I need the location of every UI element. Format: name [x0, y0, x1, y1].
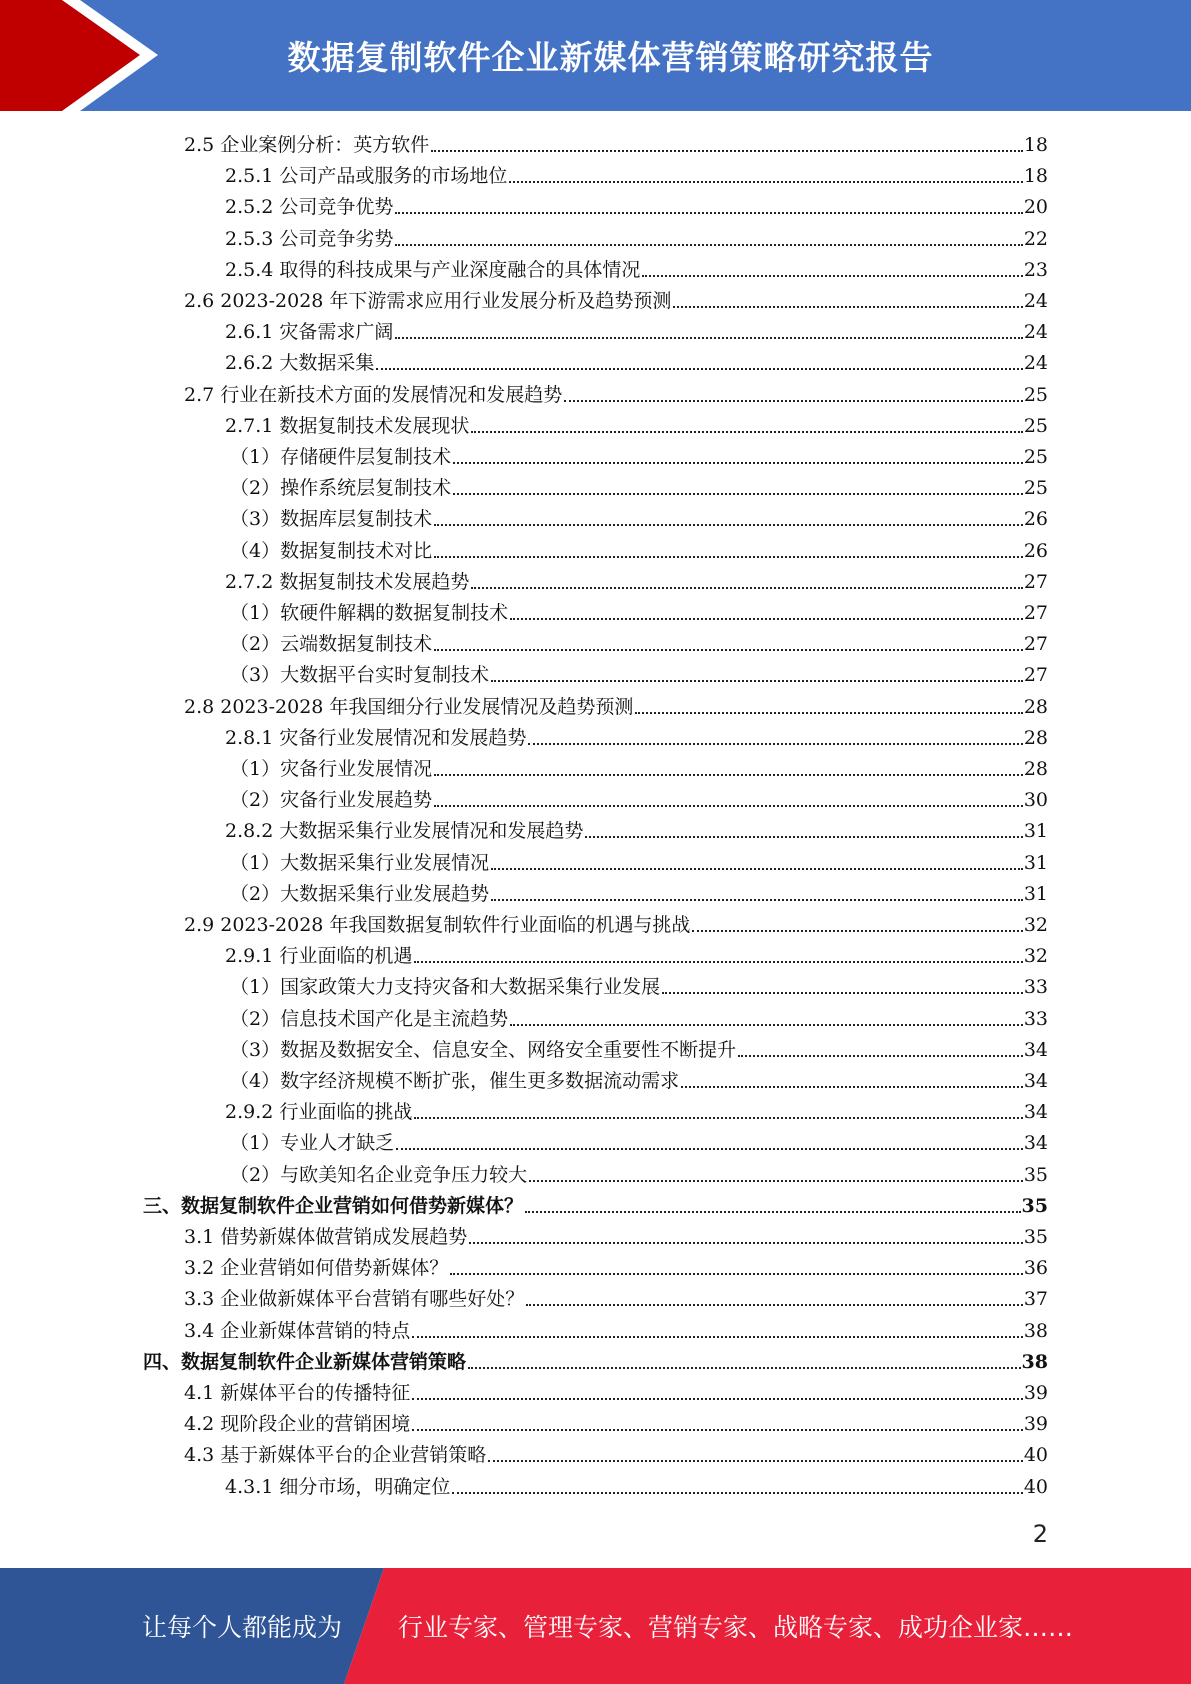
toc-entry-title: 2.5.4 取得的科技成果与产业深度融合的具体情况 — [225, 258, 641, 281]
toc-entry-title: 4.3.1 细分市场，明确定位 — [225, 1475, 451, 1498]
toc-entry[interactable] — [184, 1405, 1048, 1436]
toc-entry[interactable] — [230, 844, 1048, 875]
toc-entry[interactable] — [230, 438, 1048, 469]
toc-entry[interactable] — [230, 875, 1048, 906]
toc-entry[interactable] — [184, 1249, 1048, 1280]
toc-dot-leader — [526, 1303, 1023, 1306]
toc-entry-page: 34 — [1023, 1070, 1048, 1092]
toc-entry[interactable] — [230, 1156, 1048, 1187]
toc-entry-title: 3.3 企业做新媒体平台营销有哪些好处？ — [184, 1288, 525, 1311]
toc-dot-leader — [491, 867, 1023, 870]
toc-entry-title: （2）与欧美知名企业竞争压力较大 — [230, 1163, 528, 1186]
toc-entry-page: 27 — [1023, 602, 1048, 624]
toc-entry[interactable] — [225, 1468, 1048, 1499]
toc-entry-page: 33 — [1023, 976, 1048, 999]
toc-entry-page: 26 — [1023, 508, 1048, 531]
toc-entry-title: 3.1 借势新媒体做营销成发展趋势 — [184, 1226, 468, 1248]
toc-entry-page: 27 — [1023, 570, 1048, 593]
toc-entry-title: （1）大数据采集行业发展情况 — [230, 851, 490, 874]
toc-entry-page: 35 — [1021, 1194, 1048, 1217]
toc-dot-leader — [450, 1272, 1023, 1275]
toc-dot-leader — [510, 617, 1023, 620]
toc-entry[interactable] — [230, 781, 1048, 812]
toc-entry-page: 25 — [1023, 383, 1048, 406]
toc-dot-leader — [434, 523, 1023, 526]
toc-entry-title: 2.5.3 公司竞争劣势 — [225, 227, 394, 250]
toc-entry-title: 4.3 基于新媒体平台的企业营销策略 — [184, 1444, 487, 1467]
toc-entry-title: （3）大数据平台实时复制技术 — [230, 664, 490, 687]
toc-entry[interactable] — [225, 563, 1048, 594]
toc-entry[interactable] — [184, 1374, 1048, 1405]
toc-dot-leader — [673, 305, 1022, 308]
toc-dot-leader — [471, 430, 1022, 433]
toc-entry-page: 32 — [1023, 914, 1048, 936]
toc-entry-title: （1）软硬件解耦的数据复制技术 — [230, 602, 509, 624]
toc-dot-leader — [412, 1428, 1023, 1431]
toc-entry-page: 40 — [1023, 1475, 1048, 1498]
toc-entry[interactable] — [230, 469, 1048, 500]
toc-dot-leader — [412, 1335, 1023, 1338]
toc-entry[interactable] — [230, 594, 1048, 625]
toc-entry-page: 33 — [1023, 1007, 1048, 1030]
toc-dot-leader — [453, 461, 1023, 464]
toc-dot-leader — [452, 1491, 1022, 1494]
toc-dot-leader — [692, 929, 1022, 932]
toc-dot-leader — [434, 804, 1023, 807]
toc-entry-title: 4.1 新媒体平台的传播特征 — [184, 1382, 411, 1404]
toc-dot-leader — [395, 211, 1022, 214]
toc-entry[interactable] — [184, 1218, 1048, 1249]
toc-entry-title: 2.7.2 数据复制技术发展趋势 — [225, 570, 470, 593]
toc-entry-title: （2）信息技术国产化是主流趋势 — [230, 1007, 509, 1030]
toc-entry-page: 38 — [1023, 1319, 1048, 1342]
toc-entry-page: 26 — [1023, 539, 1048, 562]
toc-entry-page: 23 — [1023, 258, 1048, 281]
toc-entry-page: 39 — [1023, 1382, 1048, 1404]
toc-dot-leader — [510, 1023, 1023, 1026]
page-header — [0, 0, 1191, 111]
toc-entry-title: （1）存储硬件层复制技术 — [230, 446, 452, 468]
toc-dot-leader — [564, 399, 1023, 402]
toc-entry-title: 2.8 2023-2028 年我国细分行业发展情况及趋势预测 — [184, 695, 634, 718]
toc-dot-leader — [396, 1147, 1023, 1150]
toc-dot-leader — [491, 898, 1023, 901]
toc-entry-title: （1）专业人才缺乏 — [230, 1132, 395, 1155]
toc-dot-leader — [642, 274, 1022, 277]
toc-entry[interactable] — [184, 1436, 1048, 1467]
report-title: 数据复制软件企业新媒体营销策略研究报告 — [287, 38, 934, 77]
toc-entry-title: （2）大数据采集行业发展趋势 — [230, 882, 490, 905]
toc-entry-page: 27 — [1023, 664, 1048, 687]
toc-entry-page: 37 — [1023, 1288, 1048, 1311]
toc-entry-title: （4）数字经济规模不断扩张，催生更多数据流动需求 — [230, 1070, 680, 1092]
toc-entry-page: 30 — [1023, 789, 1048, 812]
toc-dot-leader — [525, 1210, 1021, 1213]
toc-entry-page: 28 — [1023, 695, 1048, 718]
toc-entry-title: （2）操作系统层复制技术 — [230, 477, 452, 500]
toc-entry-page: 25 — [1023, 414, 1048, 437]
toc-entry[interactable] — [225, 937, 1048, 968]
toc-entry[interactable] — [225, 220, 1048, 251]
toc-entry[interactable] — [225, 157, 1048, 188]
toc-dot-leader — [434, 648, 1023, 651]
toc-entry-title: （4）数据复制技术对比 — [230, 539, 433, 562]
toc-entry-page: 31 — [1023, 882, 1048, 905]
toc-entry-page: 25 — [1023, 477, 1048, 500]
toc-dot-leader — [491, 679, 1023, 682]
toc-entry-page: 28 — [1023, 726, 1048, 749]
toc-entry[interactable] — [143, 1187, 1048, 1218]
toc-dot-leader — [468, 1366, 1021, 1369]
toc-entry-page: 38 — [1021, 1350, 1048, 1373]
toc-dot-leader — [528, 742, 1022, 745]
toc-entry[interactable] — [230, 532, 1048, 563]
toc-entry-page: 20 — [1023, 196, 1048, 219]
toc-entry-page: 35 — [1023, 1226, 1048, 1248]
toc-entry[interactable] — [184, 1312, 1048, 1343]
toc-entry[interactable] — [230, 500, 1048, 531]
toc-entry-title: 四、数据复制软件企业新媒体营销策略 — [143, 1350, 467, 1373]
toc-entry-page: 28 — [1023, 758, 1048, 780]
toc-entry[interactable] — [225, 344, 1048, 375]
toc-entry-title: 2.6.1 灾备需求广阔 — [225, 321, 394, 344]
toc-dot-leader — [434, 555, 1023, 558]
toc-entry[interactable] — [184, 1280, 1048, 1311]
toc-entry[interactable] — [225, 251, 1048, 282]
toc-entry-title: 2.5.2 公司竞争优势 — [225, 196, 394, 219]
toc-entry-title: （3）数据库层复制技术 — [230, 508, 433, 531]
toc-entry-title: 2.7 行业在新技术方面的发展情况和发展趋势 — [184, 383, 563, 406]
toc-entry-title: 2.6 2023-2028 年下游需求应用行业发展分析及趋势预测 — [184, 290, 672, 312]
toc-dot-leader — [395, 243, 1022, 246]
footer-slogan-left: 让每个人都能成为 — [142, 1613, 343, 1642]
toc-entry-page: 31 — [1023, 851, 1048, 874]
toc-dot-leader — [434, 773, 1023, 776]
toc-entry-page: 36 — [1023, 1257, 1048, 1280]
toc-entry[interactable] — [230, 750, 1048, 781]
toc-entry-title: 2.9.2 行业面临的挑战 — [225, 1101, 413, 1124]
toc-entry-page: 27 — [1023, 633, 1048, 656]
toc-dot-leader — [471, 586, 1022, 589]
toc-entry-page: 31 — [1023, 820, 1048, 843]
toc-entry-title: （1）灾备行业发展情况 — [230, 758, 433, 780]
toc-entry[interactable] — [184, 126, 1048, 157]
toc-entry-page: 18 — [1023, 134, 1048, 156]
toc-entry-title: 3.2 企业营销如何借势新媒体？ — [184, 1257, 449, 1280]
toc-entry-title: 2.5 企业案例分析：英方软件 — [184, 134, 430, 156]
toc-entry[interactable] — [225, 188, 1048, 219]
toc-dot-leader — [431, 149, 1023, 152]
toc-entry-page: 24 — [1023, 290, 1048, 312]
toc-entry[interactable] — [225, 313, 1048, 344]
toc-dot-leader — [635, 711, 1022, 714]
toc-dot-leader — [662, 991, 1023, 994]
page-footer — [0, 1568, 1191, 1684]
toc-dot-leader — [738, 1054, 1023, 1057]
toc-entry-page: 18 — [1023, 165, 1048, 188]
toc-dot-leader — [488, 1459, 1023, 1462]
toc-entry-page: 25 — [1023, 446, 1048, 468]
toc-entry[interactable] — [184, 906, 1048, 937]
toc-entry[interactable] — [143, 1343, 1048, 1374]
toc-entry[interactable] — [184, 282, 1048, 313]
toc-entry[interactable] — [225, 812, 1048, 843]
toc-entry-page: 32 — [1023, 945, 1048, 968]
toc-entry-title: （1）国家政策大力支持灾备和大数据采集行业发展 — [230, 976, 661, 999]
toc-dot-leader — [681, 1085, 1023, 1088]
toc-entry[interactable] — [230, 968, 1048, 999]
toc-entry-title: （3）数据及数据安全、信息安全、网络安全重要性不断提升 — [230, 1038, 737, 1061]
toc-entry-title: 2.9 2023-2028 年我国数据复制软件行业面临的机遇与挑战 — [184, 914, 691, 936]
toc-entry-title: 2.6.2 大数据采集 — [225, 352, 375, 375]
toc-dot-leader — [469, 1241, 1023, 1244]
toc-entry[interactable] — [230, 1031, 1048, 1062]
toc-entry-title: 2.7.1 数据复制技术发展现状 — [225, 414, 470, 437]
toc-entry-page: 24 — [1023, 321, 1048, 344]
footer-slogan-right: 行业专家、管理专家、营销专家、战略专家、成功企业家…… — [398, 1613, 1074, 1642]
toc-entry[interactable] — [225, 719, 1048, 750]
toc-entry-title: 4.2 现阶段企业的营销困境 — [184, 1413, 411, 1436]
toc-entry-page: 34 — [1023, 1132, 1048, 1155]
toc-entry-title: 2.9.1 行业面临的机遇 — [225, 945, 413, 968]
toc-entry-page: 24 — [1023, 352, 1048, 375]
toc-dot-leader — [585, 835, 1022, 838]
toc-dot-leader — [509, 180, 1022, 183]
toc-entry[interactable] — [184, 376, 1048, 407]
page-number: 2 — [1032, 1520, 1048, 1548]
toc-entry-page: 34 — [1023, 1038, 1048, 1061]
toc-dot-leader — [376, 367, 1022, 370]
toc-dot-leader — [414, 960, 1022, 963]
toc-dot-leader — [395, 336, 1022, 339]
toc-dot-leader — [412, 1397, 1023, 1400]
toc-entry[interactable] — [230, 1000, 1048, 1031]
toc-entry-title: （2）灾备行业发展趋势 — [230, 789, 433, 812]
toc-entry[interactable] — [184, 688, 1048, 719]
toc-entry-title: 2.8.1 灾备行业发展情况和发展趋势 — [225, 726, 527, 749]
toc-entry-title: 三、数据复制软件企业营销如何借势新媒体？ — [143, 1194, 524, 1217]
toc-dot-leader — [529, 1179, 1023, 1182]
toc-entry-title: 2.8.2 大数据采集行业发展情况和发展趋势 — [225, 820, 584, 843]
toc-dot-leader — [414, 1116, 1022, 1119]
toc-entry[interactable] — [225, 407, 1048, 438]
toc-entry-page: 39 — [1023, 1413, 1048, 1436]
toc-entry-title: 2.5.1 公司产品或服务的市场地位 — [225, 165, 508, 188]
toc-entry-page: 35 — [1023, 1163, 1048, 1186]
toc-entry-page: 40 — [1023, 1444, 1048, 1467]
toc-entry-page: 22 — [1023, 227, 1048, 250]
toc-entry[interactable] — [225, 1093, 1048, 1124]
toc-entry-title: 3.4 企业新媒体营销的特点 — [184, 1319, 411, 1342]
toc-entry[interactable] — [230, 1062, 1048, 1093]
toc-entry[interactable] — [230, 625, 1048, 656]
toc-entry-title: （2）云端数据复制技术 — [230, 633, 433, 656]
toc-entry[interactable] — [230, 656, 1048, 687]
toc-entry-page: 34 — [1023, 1101, 1048, 1124]
toc-dot-leader — [453, 492, 1023, 495]
toc-entry[interactable] — [230, 1124, 1048, 1155]
